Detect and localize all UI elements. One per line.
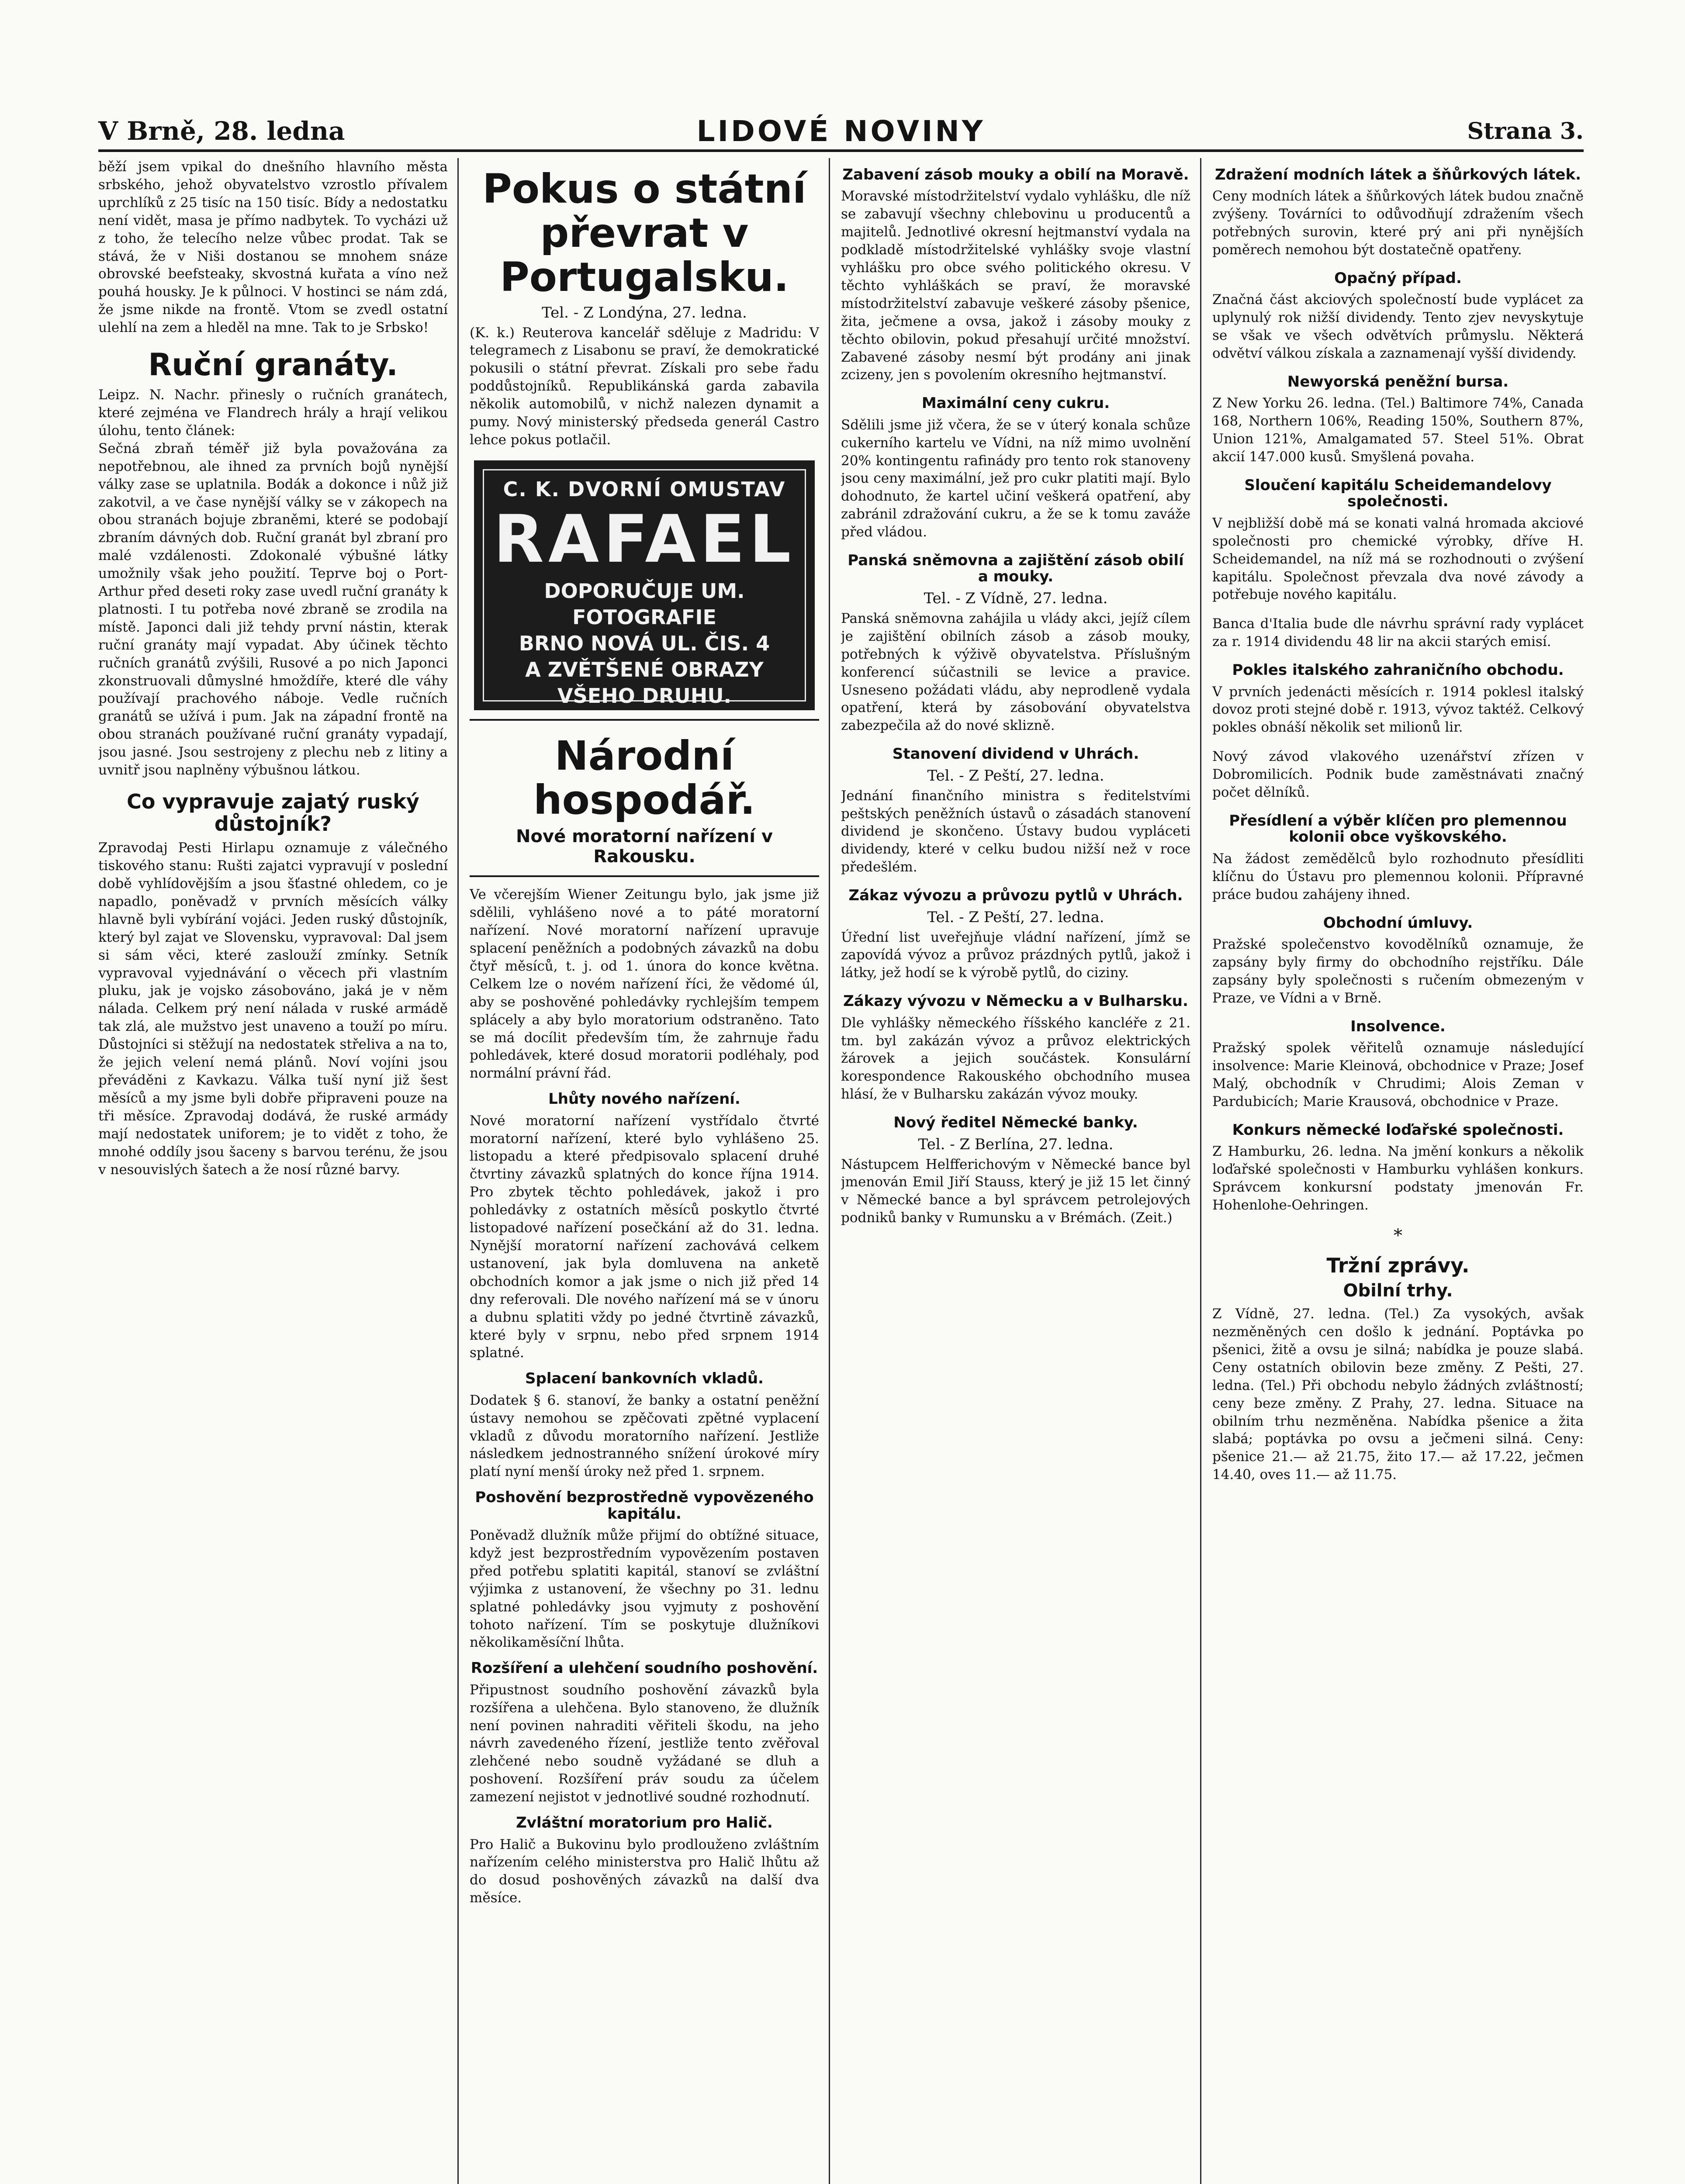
article-snemovna — [841, 553, 1190, 735]
article-dateline: Tel. - Z Londýna, 27. ledna. — [542, 304, 747, 321]
section-headline: Národní hospodář. — [533, 732, 755, 824]
article-body: Úřední list uveřejňuje vládní nařízení, jímž se zapovídá vývoz a průvoz prázdných pytlů, jakož i látky, jež hodí se k výrobě pytlů, do ciziny. — [841, 929, 1190, 981]
masthead-title: LIDOVÉ NOVINY — [696, 114, 986, 148]
article-body: Nástupcem Helfferichovým v Německé bance byl jmenován Emil Jiří Stauss, který je již 15 let činný v Německé bance a byl správcem petrolejových podniků banky v Rumunsku a v Brémách. (Zeit.) — [841, 1156, 1190, 1226]
article-banca — [1212, 615, 1584, 651]
article-body: Značná část akciových společností bude vyplácet za uplynulý rok nižší dividendy. Tento zjev nevyskytuje se však ve všech odvětvích průmyslu. Některá odvětví válkou získala a zaznamenají vyšší dividendy. — [1212, 292, 1584, 362]
article-headline: Ruční granáty. — [148, 347, 398, 383]
article-body: V prvních jedenácti měsících r. 1914 poklesl italský dovoz proti stejné době r. 1913, vývoz taktéž. Celkový pokles obnáší několik set milionů lir. — [1212, 684, 1584, 736]
article-body: Banca d'Italia bude dle návrhu správní rady vyplácet za r. 1914 dividendu 48 lir na akcii starých emisí. — [1212, 616, 1584, 650]
article-body: Připustnost soudního poshovění závazků byla rozšířena a ulehčena. Bylo stanoveno, že dlužník není povinen nahraditi věřiteli škodu, na jeho návrh zavedeného řízení, jestliže tento zvěřoval zlehčené nebo soudně vyžádané se dluh a poshovení. Rozšíření práv soudu za účelem zamezení nejistot v jednotlivé soudné rozhodnutí. — [470, 1682, 819, 1805]
article-insolvence — [1212, 1019, 1584, 1111]
article-zasoby — [841, 167, 1190, 384]
section-hospodar — [470, 719, 819, 877]
article-headline: Obchodní úmluvy. — [1323, 914, 1473, 932]
masthead-page-number: Strana 3. — [1467, 118, 1584, 145]
column-rule — [457, 158, 459, 2184]
article-body: V nejbližší době má se konati valná hromada akciové společnosti pro chemické výrobky, dříve H. Scheidemandel, na níž má se rozhodnouti o zvýšení kapitálu. Společnost převzala dva nové závody a potřebuje nového kapitálu. — [1212, 515, 1584, 603]
article-body: Z Hamburku, 26. ledna. Na jmění konkurs a několik loďařské společnosti v Hamburku vyhlášen konkurs. Správcem konkursní podstaty jmenován Fr. Hohenlohe-Oehringen. — [1212, 1143, 1584, 1213]
column-3 — [841, 158, 1190, 2184]
article-headline: Pokus o státní převrat v Portugalsku. — [482, 166, 806, 301]
advertisement-frame — [483, 469, 806, 708]
columns — [98, 158, 1584, 2184]
article-zakazy-vyvozu — [841, 993, 1190, 1103]
article-presidlka — [1212, 813, 1584, 904]
article-body: Dodatek § 6. stanoví, že banky a ostatní peněžní ústavy nemohou se zpěčovati zpětné vyplacení vkladů z důvodu moratorního nařízení. Jestliže následkem jednostranného snížení úrokové míry platí nyní menší úroky než před 1. srpnem. — [470, 1392, 819, 1480]
article-headline: Konkurs německé loďařské společnosti. — [1232, 1121, 1564, 1139]
article-scheidemandel — [1212, 477, 1584, 604]
section-headline: Tržní zprávy. — [1326, 1253, 1470, 1277]
column-1 — [98, 158, 448, 2184]
article-konkurs — [1212, 1122, 1584, 1214]
article-body: Pražské společenstvo kovodělníků oznamuje, že zapsány byly firmy do obchodního rejstříku. Dále zapsány byly společnosti s ručením obmezeným v Praze, ve Vídni a v Brně. — [1212, 936, 1584, 1006]
article-dateline: Tel. - Z Vídně, 27. ledna. — [924, 589, 1108, 607]
article-dateline: Tel. - Z Peští, 27. ledna. — [927, 908, 1104, 926]
article-newyork — [1212, 374, 1584, 466]
article-headline: Přesídlení a výběr klíčen pro plemennou kolonii obce vyškovského. — [1229, 812, 1567, 846]
article-headline: Maximální ceny cukru. — [921, 394, 1110, 412]
article-dustojnik — [98, 791, 448, 1178]
ad-brand-name: RAFAEL — [493, 501, 796, 577]
article-dateline: Leipz. N. Nachr. přinesly o ručních granátech, které zejména ve Flandrech hrály a hrají velikou úlohu, tento článek: — [98, 387, 448, 439]
article-headline: Panská sněmovna a zajištění zásob obilí a mouky. — [848, 552, 1184, 586]
article-zdrazeni — [1212, 167, 1584, 259]
article-body: Pražský spolek věřitelů oznamuje následující insolvence: Marie Kleinová, obchodnice v Praze; Josef Malý, obchodník v Chrudimi; Alois Zeman v Pardubicích; Marie Krausová, obchodnice v Praze. — [1212, 1040, 1584, 1109]
article-headline: Zdražení modních látek a šňůrkových látek. — [1215, 166, 1581, 183]
article-dateline: Tel. - Z Peští, 27. ledna. — [927, 767, 1104, 784]
article-headline: Stanovení dividend v Uhrách. — [892, 745, 1139, 763]
subsection-headline: Zvláštní moratorium pro Halič. — [516, 1814, 773, 1832]
article-ceny-cukru — [841, 395, 1190, 541]
ad-line: BRNO NOVÁ UL. ČIS. 4 — [519, 632, 770, 655]
article-body: Zpravodaj Pesti Hirlapu oznamuje z válečného tiskového stanu: Rušti zajatci vypravují v poslední době vyhlídovějším a jsou šťastné ohledem, co je napadlo, poněvadž v prvních měsících války hlavně byli vybírání vojáci. Jeden ruský důstojník, který byl zajat ve Slovensku, vypravoval: Dal jsem si sám věci, které zaslouží zmínky. Setník vypravoval vyjednávání o věcech při vlastním pluku, jak je vojsko zásobováno, jaká je v něm nálada. Celkem prý není nálada v ruské armádě tak zlá, ale mužstvo jest unaveno a touží po míru. Důstojníci si stěžují na nedostatek střeliva a na to, že jejich velení nemá plánů. Noví vojíni jsou převáděni z Kavkazu. Válka tuší nyní již šest měsíců a my jsme byli dobře připraveni pouze na tři měsíce. Zpravodaj dodává, že ruské armády mají nedostatek uniforem; je to vidět z toho, že mnohé oddíly jsou šaceny s barvou terénu, že jsou v nesouvislých šatech a že nosí různé barvy. — [98, 840, 448, 1178]
separator-asterisk: * — [1394, 1225, 1402, 1246]
article-body: (K. k.) Reuterova kancelář sděluje z Madridu: V telegramech z Lisabonu se praví, že demokratické pokusili o státní převrat. Získali pro sebe řadu poddůstojníků. Republikánská garda zabavila několik automobilů, v nichž nalezen dynamit a pumy. Nový ministerský předseda generál Castro lehce pokus potlačil. — [470, 325, 819, 448]
article-headline: Zabavení zásob mouky a obilí na Moravě. — [842, 166, 1189, 183]
advertisement-rafael — [474, 460, 815, 710]
article-headline: Pokles italského zahraničního obchodu. — [1232, 661, 1564, 679]
article-body: Dle vyhlášky německého říšského kancléře z 21. tm. byl zakázán vývoz a průvoz elektrických žárovek a jejich součástek. Konsulární korespondence Rakouského obchodního musea hlásí, že v Bulharsku zakázán vývoz mouky. — [841, 1015, 1190, 1102]
article-body: Ve včerejším Wiener Zeitungu bylo, jak jsme již sdělili, vyhlášeno nové a to páté moratorní nařízení. Nové moratorní nařízení upravuje splacení peněžních a podobných závazků na dobu čtyř měsíců, t. j. od 1. února do konce května. Celkem lze o novém nařízení říci, že vědomé úl, aby se poshověné pohledávky rychlejším tempem splácely a aby bylo moratorium odstraněno. Tato se má docílit především tím, že zahrnuje řadu pohledávek, které dosud moratorii podléhaly, pod normální právní řád. — [470, 887, 819, 1082]
column-2 — [470, 158, 819, 2184]
article-headline: Insolvence. — [1350, 1017, 1446, 1035]
article-body: Nové moratorní nařízení vystřídalo čtvrté moratorní nařízení, které bylo vyhlášeno 25. listopadu a které předpisovalo splacení druhé čtvrtiny závazků splatných do konce října 1914. Pro zbytek těchto pohledávek, jakož i pro pohledávky z ostatních měsíců poskytlo čtvrté listopadové nařízení posečkání až do 31. ledna. Nynější moratorní nařízení zachovává celkem ustanovení, jak byla domluvena na anketě obchodních komor a jak jsme o nich již před 14 dny referovali. Dle nového nařízení má se v únoru a dubnu splatiti vždy po jedné čtvrtině závazků, které byly v srpnu, nebo před srpnem 1914 splatné. — [470, 1113, 819, 1361]
masthead-dateline: V Brně, 28. ledna — [98, 116, 345, 146]
article-trzni — [1212, 1254, 1584, 1484]
article-subheadline: Nové moratorní nařízení v Rakousku. — [516, 826, 773, 867]
article-body: Moravské místodržitelství vydalo vyhlášku, dle níž se zabavují všechny chlebovinu u producentů a majitelů. Jednotlivé okresní hejtmanství vydala na podkladě místodržitelské vyhlášky svoje vlastní vyhlášku pro obce svého politického okresu. V těchto vyhláškách se praví, že moravské místodržitelství zabavuje veškeré zásoby pšenice, žita, ječmene a ovsa, jakož i zásoby mouky z těchto obilovin, pokud přesahují určité množství. Zabavené zásoby nesmí být prodány ani jinak zcizeny, jen s povolením okresního hejtmanství. — [841, 188, 1190, 383]
masthead — [98, 114, 1584, 152]
article-body: Pro Halič a Bukovinu bylo prodlouženo zvláštním nařízením celého ministerstva pro Halič lhůtu až do dosud poshověných závazků na další dva měsíce. — [470, 1836, 819, 1906]
ad-line: DOPORUČUJE UM. FOTOGRAFIE — [544, 579, 745, 629]
article-headline: Zákazy vývozu v Německu a v Bulharsku. — [843, 992, 1188, 1010]
article-nis — [98, 158, 448, 337]
article-body: Z Vídně, 27. ledna. (Tel.) Za vysokých, avšak nezměněných cen došlo k jednání. Poptávka po pšenici, žitě a ovsu je silná; nabídka je pouze slabá. Ceny ostatních obilovin beze změny. Z Pešti, 27. ledna. (Tel.) Při obchodu nebylo žádných zvláštností; ceny beze změny. Z Prahy, 27. ledna. Situace na obilním trhu nezměněna. Nabídka pšenice a žita slabá; poptávka po ovsu a ječmeni silná. Ceny: pšenice 21.— až 21.75, žito 17.— až 17.22, ječmen 14.40, oves 11.— až 11.75. — [1212, 1306, 1584, 1483]
article-body: Na žádost zemědělců bylo rozhodnuto přesídliti klíčnu do Ústavu pro plemennou kolonii. Přípravné práce budou zahájeny ihned. — [1212, 850, 1584, 902]
subsection-headline: Lhůty nového nařízení. — [548, 1090, 740, 1108]
article-obchodni — [1212, 915, 1584, 1007]
article-headline: Zákaz vývozu a průvozu pytlů v Uhrách. — [848, 887, 1183, 905]
article-italsky — [1212, 662, 1584, 736]
article-body: Jednání finančního ministra s ředitelstvími peštských peněžních ústavů o zásadách stanovení dividend je skončeno. Ústavy budou vypláceti dividendy, které v celku budou nižší než v roce předešlém. — [841, 788, 1190, 875]
article-novy-zavod — [1212, 748, 1584, 802]
article-body: Z New Yorku 26. ledna. (Tel.) Baltimore 74%, Canada 168, Northern 106%, Reading 150%, Southern 87%, Union 121%, Amalgamated 57. Steel 51%. Obrat akcií 147.000 kusů. Smyšlená povaha. — [1212, 395, 1584, 465]
article-headline: Co vypravuje zajatý ruský důstojník? — [127, 790, 419, 836]
subsection-headline: Rozšíření a ulehčení soudního poshovění. — [471, 1659, 818, 1677]
article-headline: Nový ředitel Německé banky. — [893, 1114, 1138, 1132]
article-headline: Opačný případ. — [1334, 270, 1462, 287]
article-body: Panská sněmovna zahájila u vlády akci, jejíž cílem je zajištění obilních zásob a zásob mouky, potřebných k výživě obyvatelstva. Příslušným konferencí súčastnili se levice a pravice. Usneseno požádati vládu, aby neprodleně vydala opatření, která by zásobování obyvatelstva zabezpečila až do nové sklizně. — [841, 610, 1190, 734]
column-4 — [1212, 158, 1584, 2184]
subsection-headline: Splacení bankovních vkladů. — [525, 1370, 764, 1388]
article-body: běží jsem vpikal do dnešního hlavního města srbského, jehož obyvatelstvo vzrostlo přívalem uprchlíků z 25 tisíc na 150 tisíc. Bídy a nedostatku není vidět, masa je přímo nadbytek. To vycházi už z toho, že telecího nelze vůbec prodat. Tak se stává, že v Niši dostanou se mnohem snáze obrovské beefsteaky, skvostná kuřata a víno než pouhá housky. Je k půlnoci. V hostinci se nám zdá, že jsme nikde na frontě. Vtom se zvedl ostatní ulehlí na zem a hleděl na mne. Tak to je Srbsko! — [98, 159, 448, 336]
article-granaty — [98, 348, 448, 779]
article-reditel-banky — [841, 1115, 1190, 1227]
column-rule — [829, 158, 830, 2184]
article-dateline: Tel. - Z Berlína, 27. ledna. — [918, 1135, 1114, 1153]
article-portugal — [470, 167, 819, 449]
article-body: Poněvadž dlužník může přijmí do obtížné situace, když jest bezprostředním vypovězením postaven před potřebu splatiti kapitál, stanoví se zvláštní výjimka z ustanovení, že všechny po 31. lednu splatné pohledávky jsou vyjmuty z poshovění tohoto nařízení. Tím se poskytuje dlužníkovi několikaměsíční lhůta. — [470, 1527, 819, 1651]
ad-line: C. K. DVORNÍ OMUSTAV — [503, 477, 786, 501]
article-dividendy — [841, 746, 1190, 876]
article-headline: Newyorská peněžní bursa. — [1287, 373, 1509, 391]
article-body: Sdělili jsme již včera, že se v úterý konala schůze cukerního kartelu ve Vídni, na níž mimo uvolnění 20% kontingentu rafinády pro tento rok stanoveny jsou ceny maximální, jež pro cukr platiti mají. Bylo dohodnuto, že kartel učiní veškerá opatření, aby zabránil zdražování cukru, a že se k tomu zaváže před vládou. — [841, 417, 1190, 540]
ad-line: A ZVĚTŠENÉ OBRAZY VŠEHO DRUHU. — [525, 657, 764, 708]
article-moratorium — [470, 886, 819, 1907]
article-vyvoz-pytlu — [841, 888, 1190, 982]
article-body: Ceny modních látek a šňůrkových látek budou značně zvýšeny. Továrníci to odůvodňují zdražením všech potřebných surovin, které prý ani při nynějších poměrech nemohou být dostatečně opatřeny. — [1212, 188, 1584, 258]
article-headline: Sloučení kapitálu Scheidemandelovy společnosti. — [1244, 477, 1552, 511]
article-body: Sečná zbraň téměř již byla považována za nepotřebnou, ale ihned za prvních bojů nynější války zase se uplatnila. Bodák a dokonce i nůž již zakotvil, a ve čase nynější války se v zákopech na obou stranách bojuje zbraněmi, které se podobají zbraním dávných dob. Ruční granát byl zbraní pro malé vzdálenosti. Zdokonalé výbušné látky umožnily však jeho použití. Teprve boj o Port-Arthur před deseti roky zase uvedl ruční granáty k platnosti. I tu potřeba nové zbraně se zrodila na místě. Japonci dali již tehdy první nástin, kterak ruční granáty mají vypadat. Aby účinek těchto ručních granátů zvýšili, Rusové a po nich Japonci zkonstruovali důmyslné hmoždíře, které dle váhy používají prachového náboje. Vedle ručních granátů se užívá i pum. Jak na západní frontě na obou stranách používané ruční granáty vypadají, jsou jasné. Jsou sestrojeny z plechu neb z litiny a uvnitř jsou naplněny výbušnou látkou. — [98, 440, 448, 778]
column-rule — [1200, 158, 1201, 2184]
article-opacny — [1212, 270, 1584, 363]
article-subheadline: Obilní trhy. — [1343, 1281, 1453, 1301]
subsection-headline: Poshovění bezprostředně vypovězeného kapitálu. — [475, 1489, 814, 1523]
article-body: Nový závod vlakového uzenářství zřízen v Dobromilicích. Podnik bude zaměstnávati značný počet dělníků. — [1212, 749, 1584, 801]
